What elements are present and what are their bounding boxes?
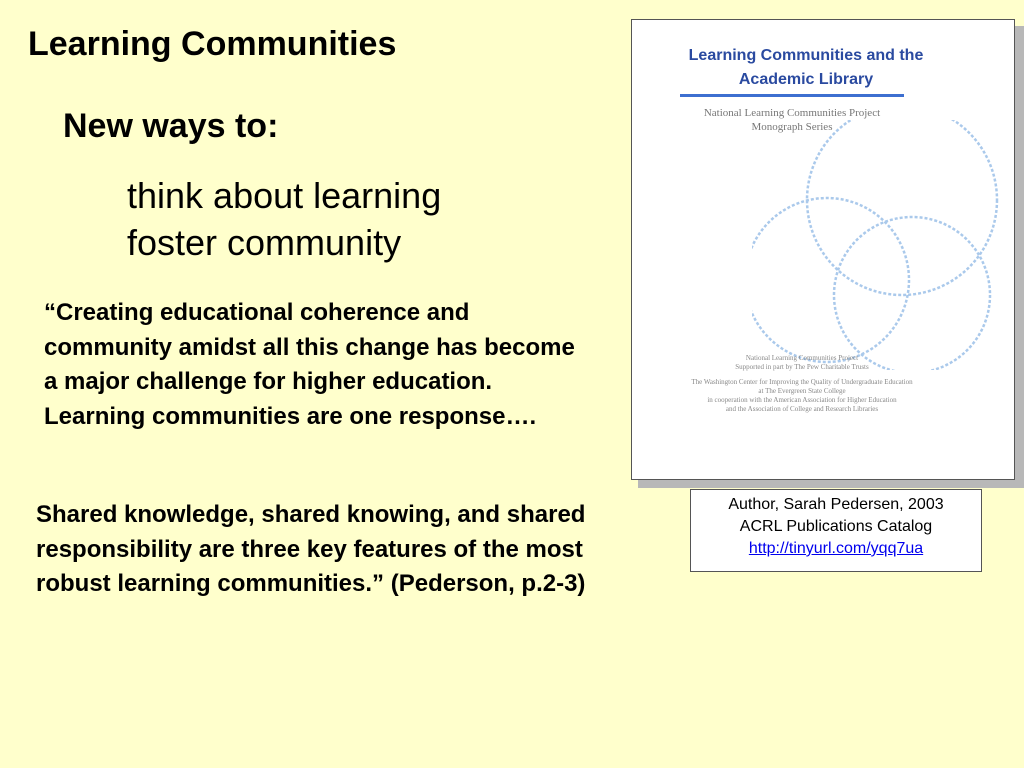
cover-title — [632, 44, 980, 92]
cover-footer — [662, 354, 942, 414]
cover-series-line: National Learning Communities Project — [703, 107, 881, 119]
cover-series-line: Monograph Series — [751, 121, 833, 133]
bullet-item: think about learning — [127, 175, 442, 216]
cover-title-line: Academic Library — [738, 71, 874, 88]
cover-footer-line: at The Evergreen State College — [758, 387, 846, 395]
interlocking-circles-art — [752, 120, 1002, 370]
quote-part-1: “Creating educational coherence and community amidst all this change has become a major challenge for higher education. Learning communities are one response…. — [44, 299, 575, 430]
cover-title-line: Learning Communities and the — [688, 47, 924, 64]
caption-catalog: ACRL Publications Catalog — [739, 518, 933, 535]
cover-footer-line: National Learning Communities Project — [745, 354, 859, 362]
slide-subtitle: New ways to: — [63, 107, 279, 145]
caption-link[interactable]: http://tinyurl.com/yqq7ua — [748, 540, 924, 557]
book-cover-image — [631, 19, 1015, 480]
bullet-item: foster community — [127, 222, 402, 263]
cover-footer-line: The Washington Center for Improving the Quality of Undergraduate Education — [691, 378, 913, 386]
cover-footer-line: and the Association of College and Research Libraries — [725, 405, 879, 413]
cover-footer-line: in cooperation with the American Association for Higher Education — [707, 396, 897, 404]
quote-part-2: Shared knowledge, shared knowing, and shared responsibility are three key features of the most robust learning communities.” (Pederson, p.2-3) — [36, 501, 586, 597]
cover-rule — [680, 94, 904, 97]
bullet-list — [127, 172, 441, 266]
image-caption — [690, 489, 982, 572]
caption-author: Author, Sarah Pedersen, 2003 — [728, 496, 944, 513]
cover-footer-line: Supported in part by The Pew Charitable Trusts — [735, 363, 869, 371]
slide-title: Learning Communities — [28, 25, 397, 63]
